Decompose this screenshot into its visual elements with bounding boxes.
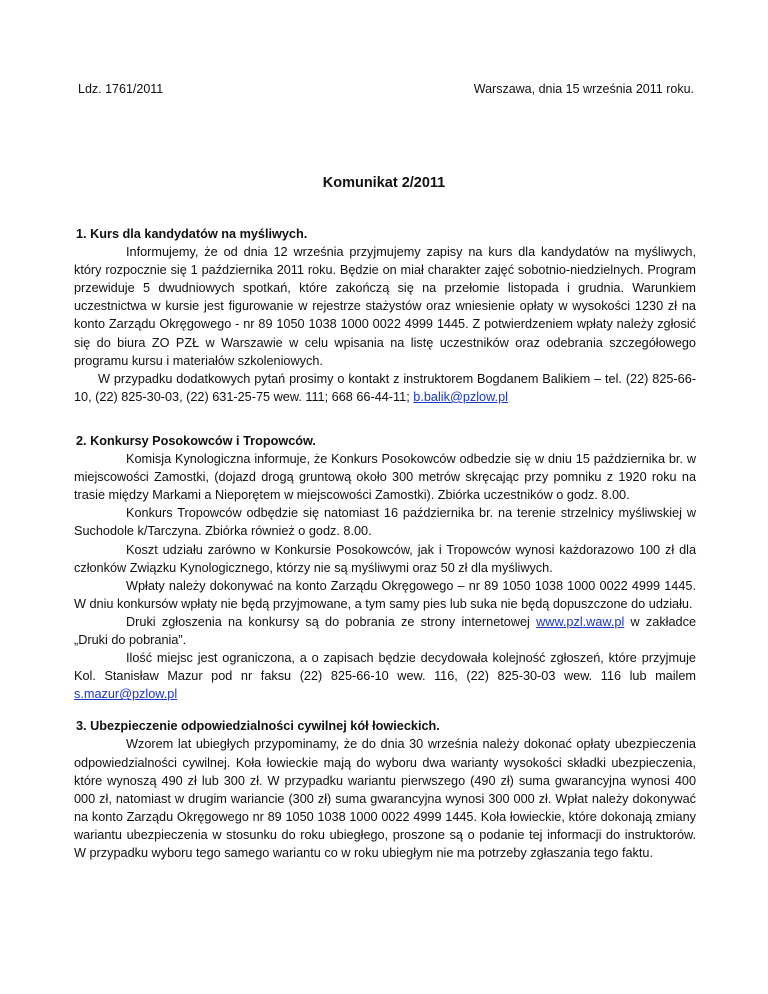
section-title: 1. Kurs dla kandydatów na myśliwych. — [76, 227, 308, 241]
paragraph-text: W przypadku dodatkowych pytań prosimy o kontakt z instruktorem Bogdanem Balikiem – tel. (22) 825-66-10, (22) 825-30-03, (22) 631-25-75 wew. 111; 668 66-44-11; — [74, 371, 696, 404]
section-insurance — [74, 717, 696, 862]
document-header — [78, 82, 694, 96]
section-course — [74, 225, 696, 406]
page-title: Komunikat 2/2011 — [322, 175, 446, 191]
paragraph — [74, 370, 696, 406]
paragraph: Koszt udziału zarówno w Konkursie Posokowców, jak i Tropowców wynosi każdorazowo 100 zł dla członków Związku Kynologicznego, którzy nie są myśliwymi oraz 50 zł dla myśliwych. — [74, 542, 696, 575]
section-contests — [74, 432, 696, 703]
section-title: 2. Konkursy Posokowców i Tropowców. — [76, 433, 316, 448]
website-link[interactable]: www.pzl.waw.pl — [536, 614, 625, 629]
email-link-mazur[interactable]: s.mazur@pzlow.pl — [74, 687, 178, 702]
paragraph: Komisja Kynologiczna informuje, że Konkurs Posokowców odbedzie się w dniu 15 października br. w miejscowości Zamostki, (dojazd drogą gruntową około 300 metrów skręcając przy pomniku z 1920 roku na trasie między Markami a Nieporętem w miejscowości Zamostki). Zbiórka uczestników o godz. 8.00. — [74, 452, 696, 503]
paragraph: Informujemy, że od dnia 12 września przyjmujemy zapisy na kurs dla kandydatów na myśliwych, który rozpocznie się 1 października 2011 roku. Będzie on miał charakter zajęć sobotnio-niedzielnych. Program przewiduje 5 dwudniowych spotkań, które zakończą się na przełomie listopada i grudnia. Warunkiem uczestnictwa w kursie jest figurowanie w rejestrze stażystów oraz wniesienie opłaty w wysokości 1230 zł na konto Zarządu Okręgowego - nr 89 1050 1038 1000 0022 4999 1445. Z potwierdzeniem wpłaty należy zgłosić się do biura ZO PZŁ w Warszawie w celu wpisania na listę uczestników oraz odebrania szczegółowego programu kursu i materiałów szkoleniowych. — [74, 245, 696, 368]
document-date: Warszawa, dnia 15 września 2011 roku. — [473, 82, 694, 96]
document-body — [74, 225, 696, 862]
paragraph: Wpłaty należy dokonywać na konto Zarządu Okręgowego – nr 89 1050 1038 1000 0022 4999 1445. W dniu konkursów wpłaty nie będą przyjmowane, a tym samy pies lub suka nie będą dopuszczone do udziału. — [74, 578, 696, 611]
paragraph — [74, 613, 696, 649]
paragraph — [74, 649, 696, 703]
paragraph-text: Druki zgłoszenia na konkursy są do pobrania ze strony internetowej — [126, 614, 530, 629]
paragraph: Konkurs Tropowców odbędzie się natomiast 16 października br. na terenie strzelnicy myśliwskiej w Suchodole k/Tarczyna. Zbiórka również o godz. 8.00. — [74, 506, 696, 539]
reference-number: Ldz. 1761/2011 — [78, 82, 164, 96]
paragraph-text: w zakładce „Druki do pobrania”. — [74, 614, 696, 647]
email-link-balik[interactable]: b.balik@pzlow.pl — [413, 389, 508, 404]
paragraph-text: Ilość miejsc jest ograniczona, a o zapisach będzie decydowała kolejność zgłoszeń, które przyjmuje Kol. Stanisław Mazur pod nr faksu (22) 825-66-10 wew. 116, (22) 825-30-03 wew. 116 lub mailem — [74, 651, 696, 684]
section-title: 3. Ubezpieczenie odpowiedzialności cywilnej kół łowieckich. — [76, 719, 440, 734]
paragraph: Wzorem lat ubiegłych przypominamy, że do dnia 30 września należy dokonać opłaty ubezpieczenia odpowiedzialności cywilnej. Koła łowieckie mają do wyboru dwa warianty wysokości składki ubezpieczenia, które wynoszą 490 zł lub 300 zł. W przypadku wariantu pierwszego (490 zł) suma gwarancyjna wynosi 400 000 zł, natomiast w drugim wariancie (300 zł) suma gwarancyjna wynosi 300 000 zł. Wpłat należy dokonywać na konto Zarządu Okręgowego nr 89 1050 1038 1000 0022 4999 1445. Koła łowieckie, które dokonają zmiany wariantu ubezpieczenia w stosunku do roku ubiegłego, proszone są o podanie tej informacji do instruktorów. W przypadku wyboru tego samego wariantu co w roku ubiegłym nie ma potrzeby zgłaszania tego faktu. — [74, 737, 696, 860]
